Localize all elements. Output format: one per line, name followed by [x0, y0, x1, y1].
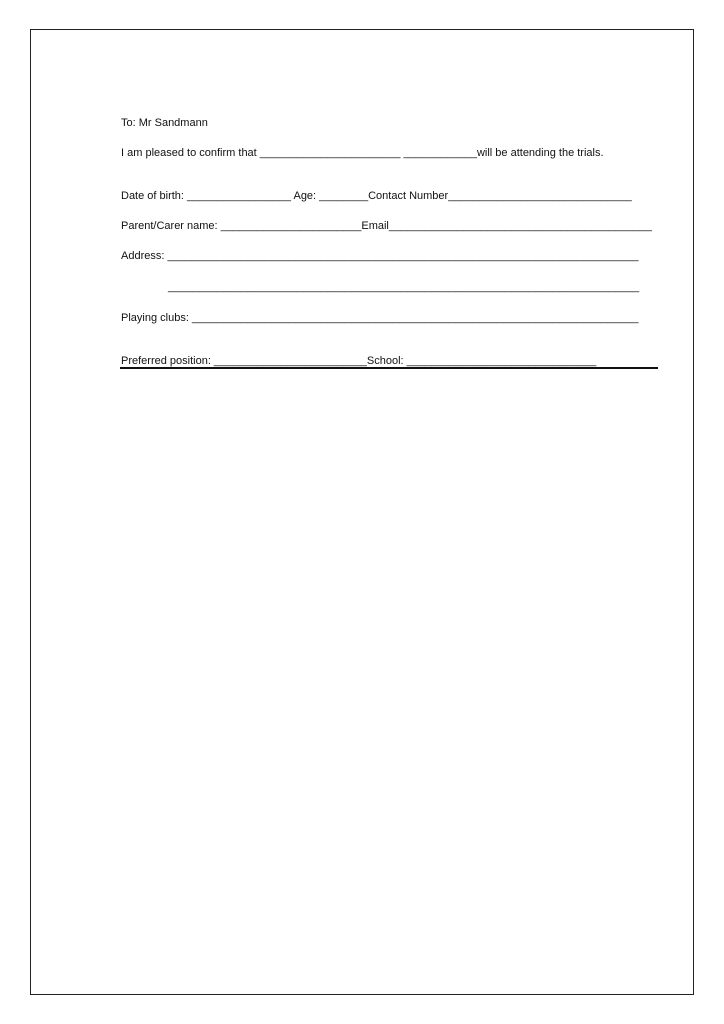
address-line[interactable]: Address: _____________________________________________________________________________ — [121, 250, 639, 262]
section-divider — [120, 367, 658, 369]
page-border — [30, 29, 694, 995]
confirmation-line[interactable]: I am pleased to confirm that _______________________ ____________will be attending the trials. — [121, 147, 604, 159]
dob-age-contact-line[interactable]: Date of birth: _________________ Age: ________Contact Number______________________________ — [121, 190, 632, 202]
recipient-line: To: Mr Sandmann — [121, 117, 208, 129]
position-school-line[interactable]: Preferred position: _________________________School: _______________________________ — [121, 355, 597, 367]
parent-email-line[interactable]: Parent/Carer name: _______________________Email___________________________________________ — [121, 220, 652, 232]
address-continuation-line[interactable]: _____________________________________________________________________________ — [168, 281, 640, 293]
playing-clubs-line[interactable]: Playing clubs: _________________________________________________________________________ — [121, 312, 639, 324]
